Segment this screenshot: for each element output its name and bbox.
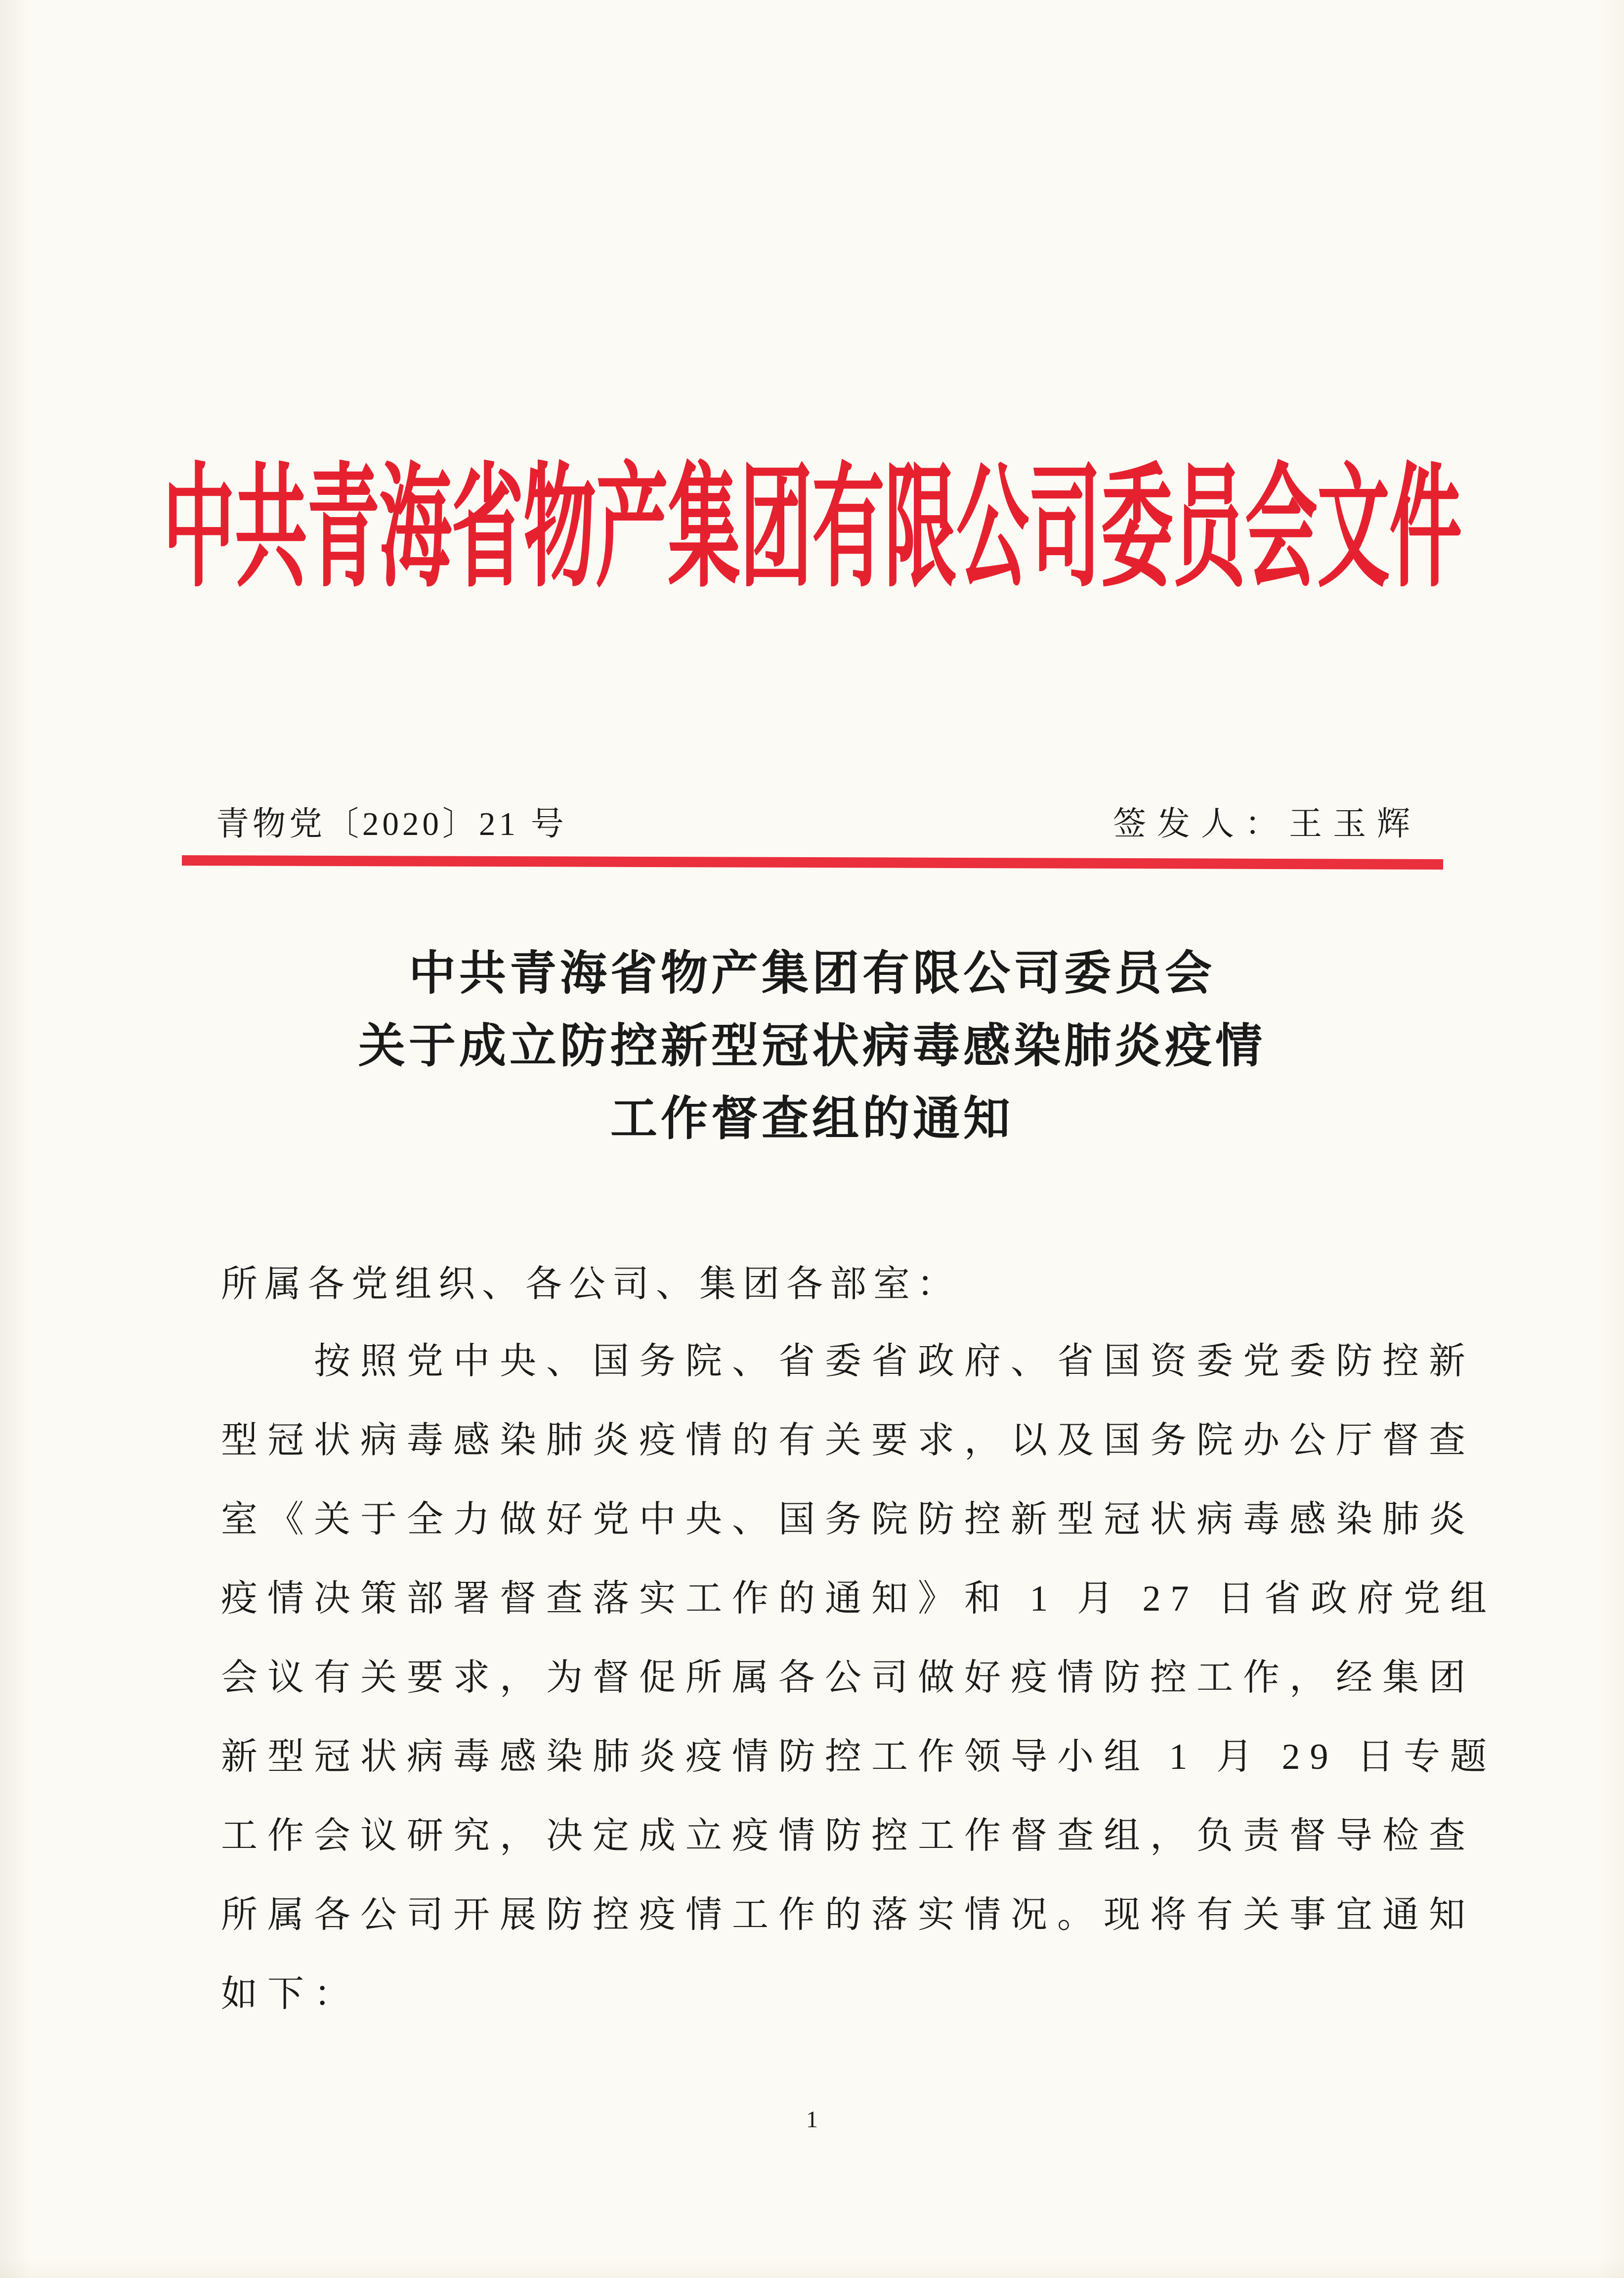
body-line: 疫情决策部署督查落实工作的通知》和 1 月 27 日省政府党组 [221,1578,1496,1619]
document-title-line-3: 工作督查组的通知 [610,1093,1014,1145]
body-line: 会议有关要求，为督促所属各公司做好疫情防控工作，经集团 [221,1658,1475,1698]
body-line: 室《关于全力做好党中央、国务院防控新型冠状病毒感染肺炎 [221,1499,1475,1540]
document-title-line-1: 中共青海省物产集团有限公司委员会 [408,947,1215,1000]
issuer-name: 签发人：王玉辉 [1113,806,1421,842]
body-line: 如下： [221,1974,360,2015]
body-paragraph [221,1322,1501,2034]
salutation: 所属各党组织、各公司、集团各部室： [221,1264,960,1305]
body-line: 工作会议研究，决定成立疫情防控工作督查组，负责督导检查 [221,1816,1475,1856]
document-title-line-2: 关于成立防控新型冠状病毒感染肺炎疫情 [358,1020,1266,1072]
body-line: 所属各公司开展防控疫情工作的落实情况。现将有关事宜通知 [221,1895,1475,1935]
red-separator-line [182,855,1443,870]
body-line: 新型冠状病毒感染肺炎疫情防控工作领导小组 1 月 29 日专题 [221,1737,1496,1777]
body-line: 型冠状病毒感染肺炎疫情的有关要求，以及国务院办公厅督查 [221,1420,1475,1461]
red-banner-title: 中共青海省物产集团有限公司委员会文件 [163,455,1461,603]
red-header-banner [0,455,1624,603]
body-line: 按照党中央、国务院、省委省政府、省国资委党委防控新 [314,1341,1475,1382]
reference-row [0,801,1624,850]
document-title [0,937,1624,1155]
doc-number: 青物党〔2020〕21 号 [216,806,567,842]
page-number: 1 [806,2106,818,2133]
